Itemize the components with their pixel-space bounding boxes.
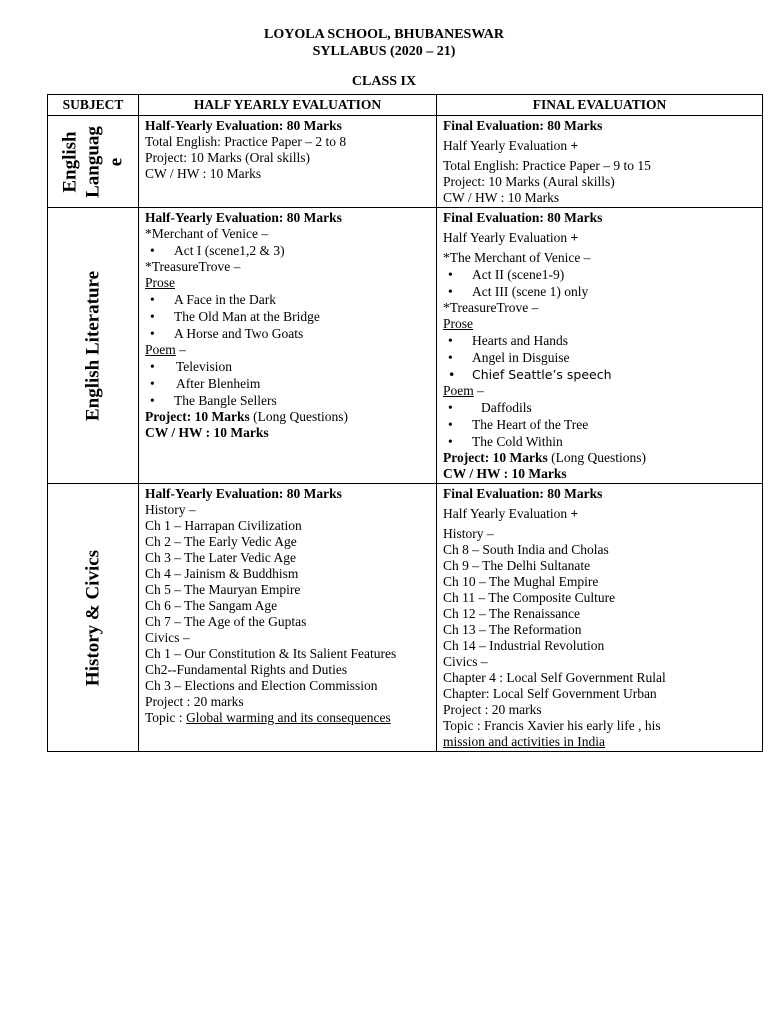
final-heading: Final Evaluation: 80 Marks: [443, 486, 603, 501]
english-literature-subject-cell: [48, 208, 139, 484]
english-language-row: [48, 116, 763, 208]
merchant-heading: *Merchant of Venice –: [145, 226, 269, 241]
history-civics-subject-cell: [48, 484, 139, 752]
list-item: • The Cold Within: [443, 433, 758, 450]
list-item: Project : 20 marks: [443, 702, 542, 717]
list-item: Ch 6 – The Sangam Age: [145, 598, 278, 613]
list-item: Ch 1 – Our Constitution & Its Salient Features: [145, 646, 397, 661]
plus-sign: +: [570, 506, 579, 521]
poem-heading: Poem –: [443, 383, 484, 398]
english-literature-subject-label: English Literature: [82, 270, 104, 421]
treasure-heading: *TreasureTrove –: [145, 259, 241, 274]
list-item: CW / HW : 10 Marks: [443, 190, 560, 205]
half-yearly-heading: Half-Yearly Evaluation: 80 Marks: [145, 210, 342, 225]
syllabus-year: SYLLABUS (2020 – 21): [312, 44, 456, 59]
prose-heading: Prose: [145, 275, 175, 290]
topic-value: Global warming and its consequences: [186, 710, 391, 725]
list-item: Ch2--Fundamental Rights and Duties: [145, 662, 348, 677]
topic-line: Topic : Francis Xavier his early life , his: [443, 718, 661, 733]
list-item: CW / HW : 10 Marks: [145, 166, 262, 181]
project-line: Project: 10 Marks (Long Questions): [443, 450, 646, 465]
list-item: Ch 9 – The Delhi Sultanate: [443, 558, 591, 573]
list-item: Ch 11 – The Composite Culture: [443, 590, 616, 605]
list-item: Ch 3 – The Later Vedic Age: [145, 550, 296, 565]
document-header: [0, 26, 768, 90]
english-literature-row: [48, 208, 763, 484]
list-item: Civics –: [145, 630, 190, 645]
list-item: Project: 10 Marks (Oral skills): [145, 150, 310, 165]
list-item: • Act III (scene 1) only: [443, 283, 758, 300]
list-item: Project : 20 marks: [145, 694, 244, 709]
list-item: Total English: Practice Paper – 2 to 8: [145, 134, 347, 149]
list-item: • Chief Seattle’s speech: [443, 366, 758, 383]
list-item: Ch 1 – Harrapan Civilization: [145, 518, 302, 533]
final-heading: Final Evaluation: 80 Marks: [443, 210, 603, 225]
list-item: History –: [145, 502, 196, 517]
list-item: • A Horse and Two Goats: [145, 325, 432, 342]
english-language-final-cell: [437, 116, 763, 208]
english-language-subject-cell: [48, 116, 139, 208]
half-yearly-column-header: HALF YEARLY EVALUATION: [139, 95, 437, 116]
poem-list: [145, 358, 432, 409]
school-name: LOYOLA SCHOOL, BHUBANESWAR: [264, 27, 504, 42]
list-item: Ch 5 – The Mauryan Empire: [145, 582, 301, 597]
list-item: • Hearts and Hands: [443, 332, 758, 349]
list-item: Ch 8 – South India and Cholas: [443, 542, 609, 557]
topic-line: Topic : Global warming and its consequences: [145, 710, 391, 725]
history-civics-subject-label: History & Civics: [82, 549, 104, 686]
plus-line: Half Yearly Evaluation +: [443, 506, 579, 521]
prose-list: [443, 332, 758, 383]
english-language-half-yearly-cell: [139, 116, 437, 208]
plus-sign: +: [570, 230, 579, 245]
syllabus-table: [47, 94, 763, 752]
merchant-heading: *The Merchant of Venice –: [443, 250, 591, 265]
list-item: • Act II (scene1-9): [443, 266, 758, 283]
treasure-heading: *TreasureTrove –: [443, 300, 539, 315]
plus-sign: +: [570, 138, 579, 153]
list-item: • A Face in the Dark: [145, 291, 432, 308]
half-yearly-heading: Half-Yearly Evaluation: 80 Marks: [145, 118, 342, 133]
list-item: Chapter: Local Self Government Urban: [443, 686, 657, 701]
list-item: • Television: [145, 358, 432, 375]
history-civics-half-yearly-cell: [139, 484, 437, 752]
list-item: Ch 12 – The Renaissance: [443, 606, 580, 621]
list-item: • Daffodils: [443, 399, 758, 416]
prose-list: [145, 291, 432, 342]
final-column-header: FINAL EVALUATION: [437, 95, 763, 116]
list-item: • The Old Man at the Bridge: [145, 308, 432, 325]
merchant-list: [443, 266, 758, 300]
plus-line: Half Yearly Evaluation +: [443, 138, 579, 153]
list-item: • After Blenheim: [145, 375, 432, 392]
list-item: Ch 2 – The Early Vedic Age: [145, 534, 297, 549]
list-item: Ch 10 – The Mughal Empire: [443, 574, 599, 589]
history-civics-final-cell: [437, 484, 763, 752]
class-title: CLASS IX: [351, 74, 417, 89]
list-item: Ch 4 – Jainism & Buddhism: [145, 566, 299, 581]
list-item: History –: [443, 526, 494, 541]
english-literature-final-cell: [437, 208, 763, 484]
list-item: Ch 13 – The Reformation: [443, 622, 582, 637]
topic-value: mission and activities in India: [443, 734, 605, 749]
list-item: Ch 7 – The Age of the Guptas: [145, 614, 307, 629]
half-yearly-heading: Half-Yearly Evaluation: 80 Marks: [145, 486, 342, 501]
cw-hw-line: CW / HW : 10 Marks: [443, 466, 567, 481]
list-item: • Act I (scene1,2 & 3): [145, 242, 432, 259]
list-item: Ch 3 – Elections and Election Commission: [145, 678, 378, 693]
list-item: Total English: Practice Paper – 9 to 15: [443, 158, 651, 173]
list-item: Ch 14 – Industrial Revolution: [443, 638, 605, 653]
final-heading: Final Evaluation: 80 Marks: [443, 118, 603, 133]
history-civics-row: [48, 484, 763, 752]
table-header-row: [48, 95, 763, 116]
subject-column-header: SUBJECT: [48, 95, 139, 116]
english-literature-half-yearly-cell: [139, 208, 437, 484]
cw-hw-line: CW / HW : 10 Marks: [145, 425, 269, 440]
list-item: Chapter 4 : Local Self Government Rulal: [443, 670, 666, 685]
merchant-list: [145, 242, 432, 259]
poem-heading: Poem –: [145, 342, 186, 357]
list-item: • The Heart of the Tree: [443, 416, 758, 433]
poem-list: [443, 399, 758, 450]
project-line: Project: 10 Marks (Long Questions): [145, 409, 348, 424]
english-language-subject-label: English Languag e: [59, 125, 127, 198]
list-item: • The Bangle Sellers: [145, 392, 432, 409]
plus-line: Half Yearly Evaluation +: [443, 230, 579, 245]
list-item: Project: 10 Marks (Aural skills): [443, 174, 615, 189]
prose-heading: Prose: [443, 316, 473, 331]
list-item: • Angel in Disguise: [443, 349, 758, 366]
list-item: Civics –: [443, 654, 488, 669]
